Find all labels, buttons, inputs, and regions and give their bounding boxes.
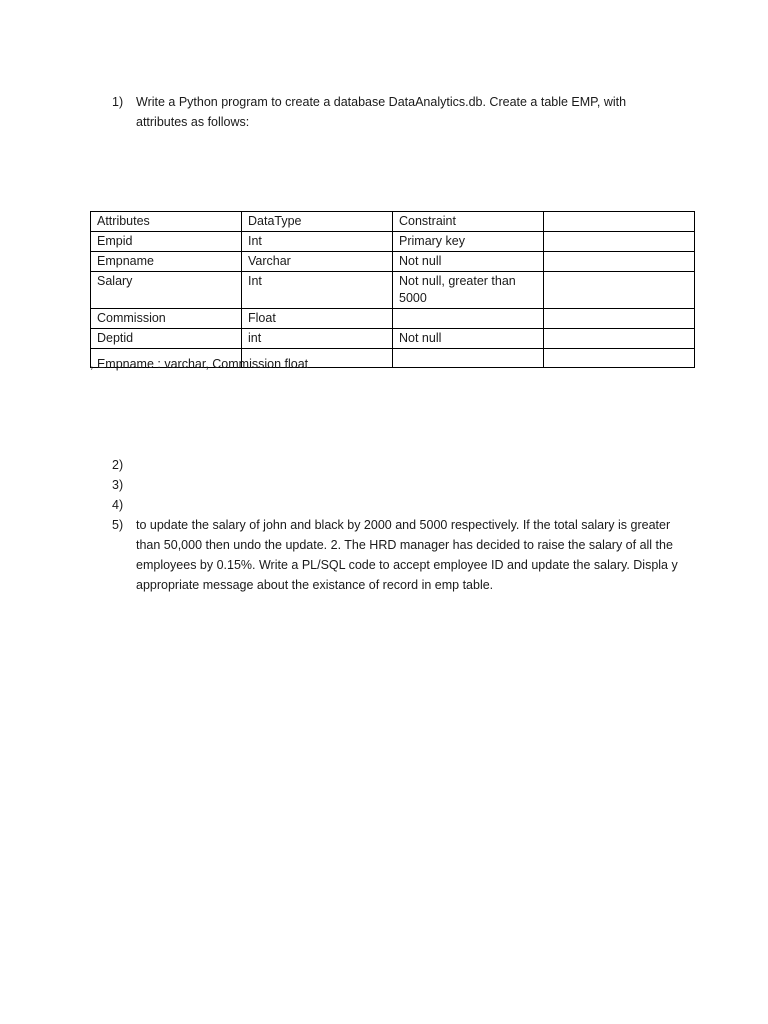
table-cell bbox=[544, 309, 695, 329]
table-cell: Int bbox=[242, 232, 393, 252]
table-cell bbox=[544, 232, 695, 252]
table-cell bbox=[544, 349, 695, 368]
type-note: , Empname : varchar, Commission float bbox=[90, 357, 309, 371]
list-item-text: to update the salary of john and black by 2000 and 5000 respectively. If the total salary is greater than 50,000 then undo the update. 2. The HRD manager has decided to raise the salary of all the employees by 0.15%. Write a PL/SQL code to accept employee ID and update the salary. Displa y appropriate message about the existance of record in emp table. bbox=[136, 518, 678, 592]
table-cell: Deptid bbox=[91, 329, 242, 349]
list-item-number: 3) bbox=[112, 478, 124, 492]
table-cell: Commission bbox=[91, 309, 242, 329]
table-cell bbox=[544, 252, 695, 272]
table-row bbox=[91, 309, 695, 329]
question-list bbox=[112, 455, 678, 595]
table-cell: Varchar bbox=[242, 252, 393, 272]
table-cell: Not null bbox=[393, 329, 544, 349]
question-1 bbox=[112, 92, 672, 132]
list-item-number: 2) bbox=[112, 458, 124, 472]
list-item bbox=[112, 515, 678, 595]
table-cell bbox=[544, 329, 695, 349]
table-cell bbox=[544, 272, 695, 309]
question-1-text: Write a Python program to create a database DataAnalytics.db. Create a table EMP, with attributes as follows: bbox=[136, 95, 627, 129]
table-cell: DataType bbox=[242, 212, 393, 232]
table-row bbox=[91, 232, 695, 252]
list-item-number: 5) bbox=[112, 518, 124, 532]
question-1-number: 1) bbox=[112, 95, 124, 109]
table-cell: Not null bbox=[393, 252, 544, 272]
table-cell: Attributes bbox=[91, 212, 242, 232]
table-cell: Float bbox=[242, 309, 393, 329]
table-cell: Primary key bbox=[393, 232, 544, 252]
table-row bbox=[91, 329, 695, 349]
table-cell: Constraint bbox=[393, 212, 544, 232]
table-cell bbox=[393, 349, 544, 368]
table-row bbox=[91, 252, 695, 272]
table-row bbox=[91, 272, 695, 309]
table-cell: Empid bbox=[91, 232, 242, 252]
list-item bbox=[112, 475, 678, 495]
list-item bbox=[112, 455, 678, 475]
table-cell bbox=[393, 309, 544, 329]
table-cell: Not null, greater than 5000 bbox=[393, 272, 544, 309]
table-cell: Salary bbox=[91, 272, 242, 309]
list-item-number: 4) bbox=[112, 498, 124, 512]
list-item bbox=[112, 495, 678, 515]
table-cell: Int bbox=[242, 272, 393, 309]
attributes-table bbox=[90, 211, 695, 368]
table-cell: int bbox=[242, 329, 393, 349]
table-row bbox=[91, 212, 695, 232]
table-cell: Empname bbox=[91, 252, 242, 272]
table-cell bbox=[544, 212, 695, 232]
